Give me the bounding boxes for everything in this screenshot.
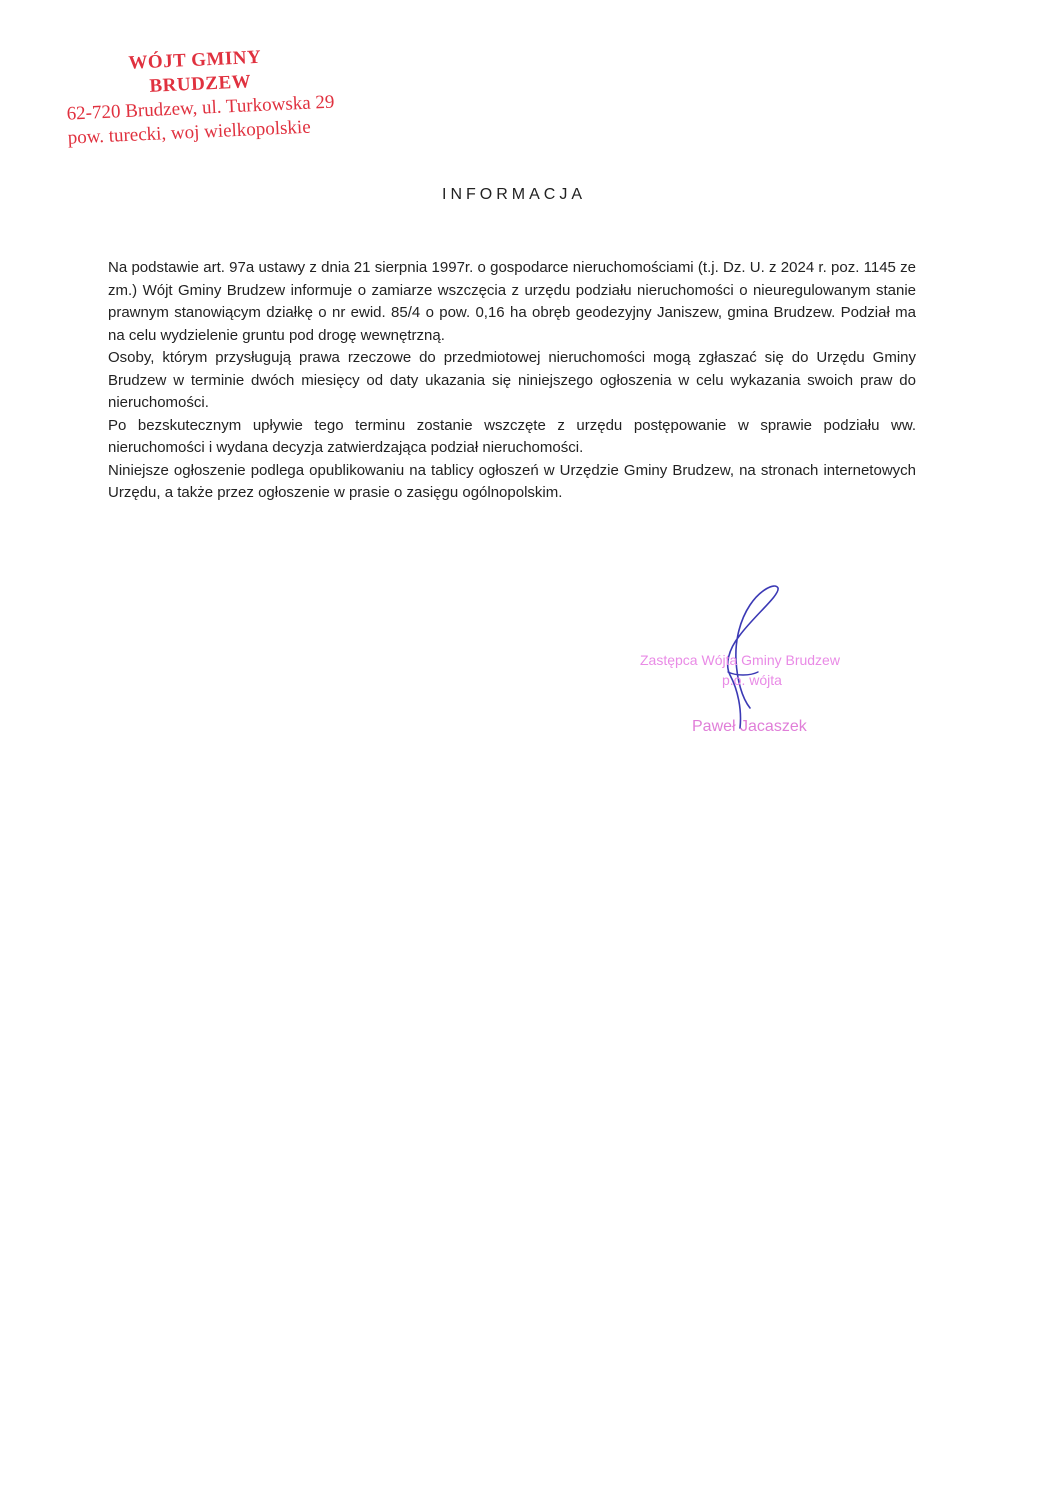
document-title: INFORMACJA xyxy=(442,186,586,203)
signature-block xyxy=(630,580,890,750)
signature-role: Zastępca Wójta Gminy Brudzew xyxy=(640,652,840,668)
stamp-line-1: WÓJT GMINY xyxy=(127,46,262,74)
stamp-line-4: pow. turecki, woj wielkopolskie xyxy=(67,116,312,149)
paragraph-1: Na podstawie art. 97a ustawy z dnia 21 sierpnia 1997r. o gospodarce nieruchomościami (t.j. Dz. U. z 2024 r. poz. 1145 ze zm.) Wójt Gminy Brudzew informuje o zamiarze wszczęcia z urzędu podziału nieruchomości o nieuregulowanym stanie prawnym stanowiącym działkę o nr ewid. 85/4 o pow. 0,16 ha obręb geodezyjny Janiszew, gmina Brudzew. Podział ma na celu wydzielenie gruntu pod drogę wewnętrzną. xyxy=(108,259,916,344)
office-stamp xyxy=(58,41,362,151)
paragraph-2: Osoby, którym przysługują prawa rzeczowe do przedmiotowej nieruchomości mogą zgłaszać się do Urzędu Gminy Brudzew w terminie dwóch miesięcy od daty ukazania się niniejszego ogłoszenia w celu wykazania swoich praw do nieruchomości. xyxy=(108,349,916,411)
signature-name: Paweł Jacaszek xyxy=(692,718,807,735)
paragraph-3: Po bezskutecznym upływie tego terminu zostanie wszczęte z urzędu postępowanie w sprawie podziału ww. nieruchomości i wydana decyzja zatwierdzająca podział nieruchomości. xyxy=(108,416,916,456)
signature-function: p.o. wójta xyxy=(722,672,782,688)
document-body xyxy=(108,257,916,505)
stamp-line-3: 62-720 Brudzew, ul. Turkowska 29 xyxy=(66,91,335,125)
paragraph-4: Niniejsze ogłoszenie podlega opublikowaniu na tablicy ogłoszeń w Urzędzie Gminy Brudzew, na stronach internetowych Urzędu, a także przez ogłoszenie w prasie o zasięgu ogólnopolskim. xyxy=(108,461,916,501)
stamp-line-2: BRUDZEW xyxy=(149,71,252,97)
